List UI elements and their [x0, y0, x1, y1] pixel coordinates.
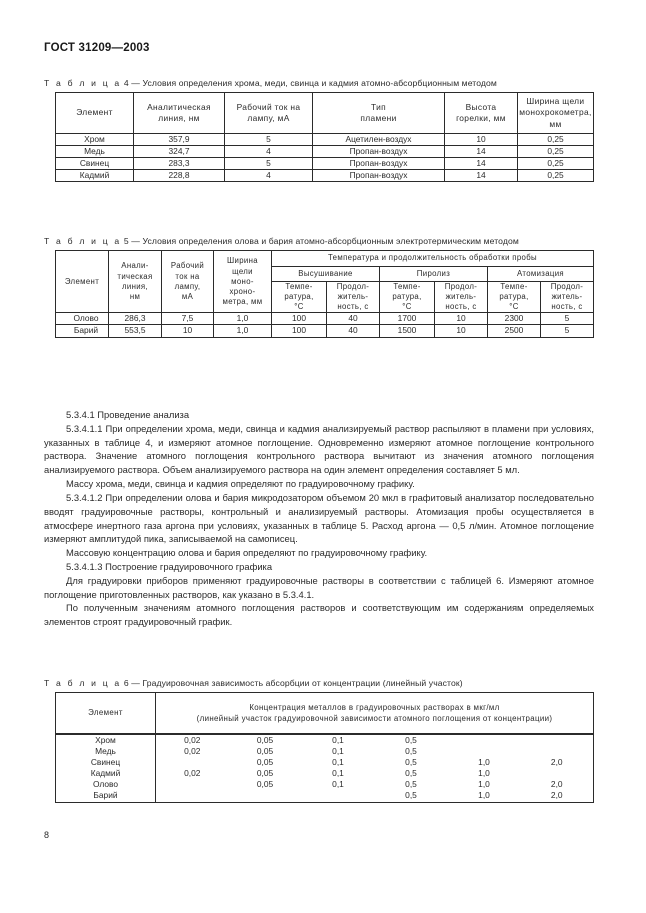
table-row: Олово 0,05 0,1 0,5 1,0 2,0	[56, 779, 594, 790]
table5-caption-prefix: Т а б л и ц а	[44, 236, 122, 246]
table6-body	[56, 734, 594, 802]
table4-col-analytical-line: Аналитическая линия, нм	[134, 93, 225, 134]
table6-col-element: Элемент	[56, 693, 156, 735]
table-row: Медь 324,7 4 Пропан-воздух 14 0,25	[56, 146, 594, 158]
table5-pyrolysis-temperature: Темпе- ратура, °С	[380, 282, 435, 313]
table4-col-lamp-current: Рабочий ток на лампу, мА	[225, 93, 313, 134]
table4-caption-prefix: Т а б л и ц а	[44, 78, 122, 88]
table-row: Хром 0,02 0,05 0,1 0,5	[56, 734, 594, 746]
table5-subgroup-atomization: Атомизация	[488, 267, 594, 282]
table-row: Медь 0,02 0,05 0,1 0,5	[56, 746, 594, 757]
body-text-block	[44, 408, 594, 629]
paragraph-5-3-4-1-1: 5.3.4.1.1 При определении хрома, меди, свинца и кадмия анализируемый раствор распыляют в пламени при условиях, указанных в таблице 4, и измеряют атомное поглощение. Одновременно измеряют атомное поглощение контрольного раствора. Значение атомного поглощения контрольного раствора вычитают из значения атомного поглощения анализируемого раствора. Объем анализируемого раствора на один элемент определения составляет 5 мл.	[44, 422, 594, 476]
table5-subgroup-drying: Высушивание	[272, 267, 380, 282]
table-row: Свинец 283,3 5 Пропан-воздух 14 0,25	[56, 158, 594, 170]
table5-subgroup-pyrolysis: Пиролиз	[380, 267, 488, 282]
table5-col-element: Элемент	[56, 251, 109, 313]
paragraph-calibration: Для градуировки приборов применяют градуировочные растворы в соответствии с таблицей 6. Измеряют атомное поглощение приготовленных растворов, как указано в 5.3.4.1.	[44, 574, 594, 600]
table5-drying-duration: Продол- житель- ность, с	[327, 282, 380, 313]
paragraph-5-3-4-1-3: 5.3.4.1.3 Построение градуировочного графика	[66, 560, 273, 572]
table-row: Барий 0,5 1,0 2,0	[56, 790, 594, 802]
standard-header: ГОСТ 31209—2003	[44, 42, 150, 54]
table4-header-row	[56, 93, 594, 134]
table6-caption-text: — Градуировочная зависимость абсорбции от концентрации (линейный участок)	[131, 678, 463, 688]
table4-caption	[44, 78, 497, 88]
table6-caption	[44, 678, 463, 688]
paragraph-5-3-4-1: 5.3.4.1 Проведение анализа	[66, 409, 190, 420]
table4-caption-text: — Условия определения хрома, меди, свинца и кадмия атомно-абсорбционным методом	[131, 78, 497, 88]
paragraph-concentration-determination: Массовую концентрацию олова и бария определяют по градуировочному графику.	[66, 547, 428, 559]
table-row: Кадмий 0,02 0,05 0,1 0,5 1,0	[56, 768, 594, 779]
table-row: Хром 357,9 5 Ацетилен-воздух 10 0,25	[56, 134, 594, 146]
table4-col-burner-height: Высота горелки, мм	[445, 93, 518, 134]
table6-caption-prefix: Т а б л и ц а	[44, 678, 122, 688]
table-row: Олово 286,3 7,5 1,0 100 40 1700 10 2300 5	[56, 313, 594, 325]
table-4	[55, 92, 594, 182]
table5-group-processing: Температура и продолжительность обработки пробы	[272, 251, 594, 267]
paragraph-mass-determination: Массу хрома, меди, свинца и кадмия определяют по градуировочному графику.	[66, 478, 415, 490]
table5-body	[56, 313, 594, 337]
table4-body	[56, 134, 594, 182]
table6-col-concentration: Концентрация металлов в градуировочных растворах в мкг/мл (линейный участок градуировочной зависимости атомного поглощения от концентрации)	[156, 693, 594, 735]
table5-col-analytical-line: Анали- тическая линия, нм	[109, 251, 162, 313]
table-row: Барий 553,5 10 1,0 100 40 1500 10 2500 5	[56, 325, 594, 337]
table6-caption-number: 6	[123, 678, 129, 688]
table-row: Свинец 0,05 0,1 0,5 1,0 2,0	[56, 757, 594, 768]
table5-caption-text: — Условия определения олова и бария атомно-абсорбционным электротермическим методом	[131, 236, 519, 246]
table4-col-element: Элемент	[56, 93, 134, 134]
table4-col-slit-width: Ширина щели монохрокометра, мм	[518, 93, 594, 134]
table-6	[55, 692, 594, 803]
table5-col-slit-width: Ширина щели моно- хроно- метра, мм	[214, 251, 272, 313]
paragraph-graph-construction: По полученным значениям атомного поглощения растворов и соответствующим им содержаниям определяемых элементов строят градуировочный график.	[44, 602, 594, 628]
table5-atomization-temperature: Темпе- ратура, °С	[488, 282, 541, 313]
table5-pyrolysis-duration: Продол- житель- ность, с	[435, 282, 488, 313]
table5-atomization-duration: Продол- житель- ность, с	[541, 282, 594, 313]
table5-header-row-1	[56, 251, 594, 267]
paragraph-5-3-4-1-2: 5.3.4.1.2 При определении олова и бария микродозатором объемом 20 мкл в графитовый анализатор последовательно вводят градуировочные растворы, контрольный и анализируемый растворы. Атомизация пробы осуществляется в атмосфере инертного газа аргона при условиях, указанных в таблице 5. Расход аргона — 0,5 л/мин. Атомное поглощение измеряют амплитудой пика, записываемой на самописец.	[44, 491, 594, 545]
table-5	[55, 250, 594, 338]
table5-caption-number: 5	[123, 236, 129, 246]
table4-col-flame-type: Тип пламени	[313, 93, 445, 134]
table4-caption-number: 4	[123, 78, 129, 88]
page-number: 8	[44, 830, 50, 840]
table-row: Кадмий 228,8 4 Пропан-воздух 14 0,25	[56, 170, 594, 182]
table5-col-lamp-current: Рабочий ток на лампу, мА	[162, 251, 214, 313]
table5-drying-temperature: Темпе- ратура, °С	[272, 282, 327, 313]
table6-header-row	[56, 693, 594, 735]
table5-caption	[44, 236, 519, 246]
